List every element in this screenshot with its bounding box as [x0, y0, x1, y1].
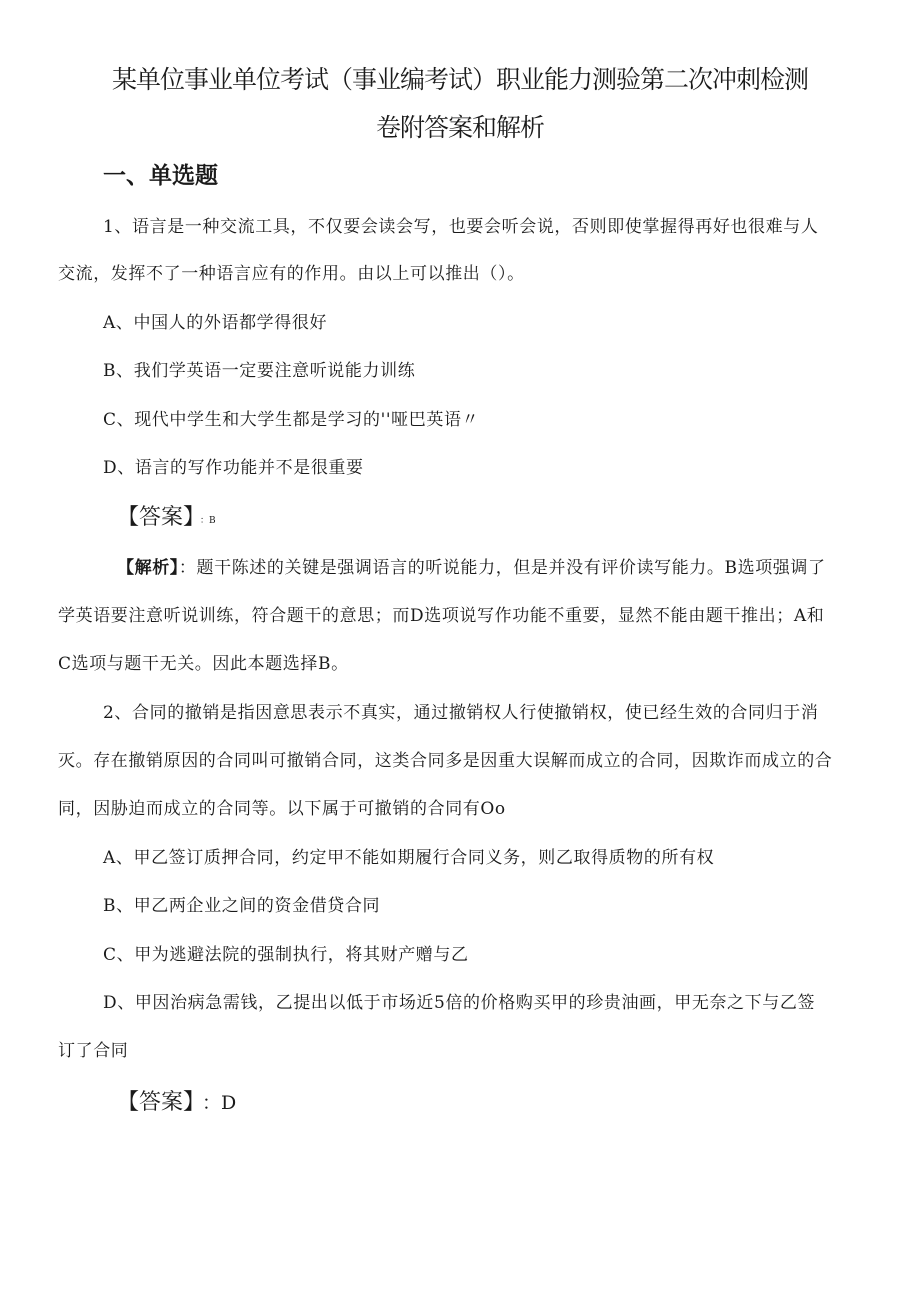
q1-analysis-text-1: ：题干陈述的关键是强调语言的听说能力，但是并没有评价读写能力。B选项强调了: [178, 558, 826, 578]
q2-stem-line-2: 灭。存在撤销原因的合同叫可撤销合同，这类合同多是因重大误解而成立的合同，因欺诈而成立的合: [58, 751, 833, 771]
section-heading: 一、单选题: [103, 163, 218, 189]
q2-option-c: C、甲为逃避法院的强制执行，将其财产赠与乙: [103, 945, 469, 965]
q1-analysis-tag: 【解析】: [117, 558, 179, 578]
q1-analysis-line-3: C选项与题干无关。因此本题选择B。: [58, 654, 349, 674]
q2-option-d-line-1: D、甲因治病急需钱，乙提出以低于市场近5倍的价格购买甲的珍贵油画，甲无奈之下与乙签: [103, 993, 816, 1013]
q1-analysis-line-1: [117, 553, 826, 578]
q1-analysis-line-2: 学英语要注意听说训练，符合题干的意思；而D选项说写作功能不重要，显然不能由题干推出；A和: [58, 606, 825, 626]
q1-answer-value: ：B: [200, 516, 216, 526]
q2-option-a: A、甲乙签订质押合同，约定甲不能如期履行合同义务，则乙取得质物的所有权: [103, 848, 715, 868]
q2-option-d-line-2: 订了合同: [58, 1041, 129, 1061]
q2-option-b: B、甲乙两企业之间的资金借贷合同: [103, 896, 381, 916]
q1-option-c: C、现代中学生和大学生都是学习的''哑巴英语〃: [103, 410, 480, 430]
document-title-line-1: 某单位事业单位考试（事业编考试）职业能力测验第二次冲刺检测: [111, 65, 808, 94]
q1-option-d: D、语言的写作功能并不是很重要: [103, 458, 364, 478]
q2-answer: [117, 1085, 236, 1116]
q2-stem-line-3: 同，因胁迫而成立的合同等。以下属于可撤销的合同有Oo: [58, 799, 506, 819]
q1-stem-line-1: 1、语言是一种交流工具，不仅要会读会写，也要会听会说，否则即使掌握得再好也很难与人: [103, 217, 819, 237]
q1-stem-line-2: 交流，发挥不了一种语言应有的作用。由以上可以推出（）。: [58, 264, 525, 284]
q1-answer-label: 【答案】: [117, 505, 195, 530]
document-title-line-2: 卷附答案和解析: [375, 113, 544, 142]
q2-answer-label: 【答案】: [117, 1090, 195, 1115]
q1-option-b: B、我们学英语一定要注意听说能力训练: [103, 361, 416, 381]
q1-answer: [117, 500, 216, 531]
q1-option-a: A、中国人的外语都学得很好: [103, 313, 328, 333]
q2-answer-value: ：D: [202, 1092, 237, 1114]
q2-stem-line-1: 2、合同的撤销是指因意思表示不真实，通过撤销权人行使撤销权，使已经生效的合同归于消: [103, 703, 819, 723]
